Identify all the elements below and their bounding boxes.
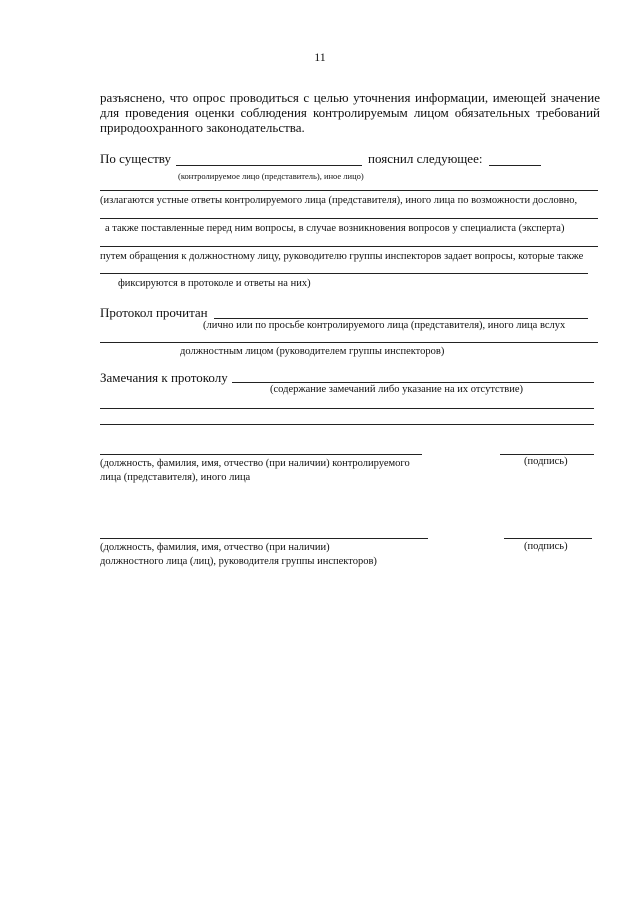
signature1-sign-caption: (подпись) [524, 456, 568, 467]
answer-line-2[interactable] [100, 218, 598, 219]
essence-person-field[interactable] [176, 165, 362, 166]
answer-hint-4: фиксируются в протоколе и ответы на них) [118, 278, 311, 289]
remarks-line-2[interactable] [100, 408, 594, 409]
protocol-read-caption-1: (лично или по просьбе контролируемого лица (представителя), иного лица вслух [203, 320, 566, 331]
answer-line-3[interactable] [100, 246, 598, 247]
intro-line-3: природоохранного законодательства. [100, 120, 305, 135]
signature2-name-field[interactable] [100, 538, 428, 539]
essence-middle-text: пояснил следующее: [368, 151, 483, 166]
remarks-line-3[interactable] [100, 424, 594, 425]
remarks-caption: (содержание замечаний либо указание на их отсутствие) [270, 384, 524, 395]
signature1-name-field[interactable] [100, 454, 422, 455]
signature2-caption-2: должностного лица (лиц), руководителя группы инспекторов) [100, 556, 377, 567]
signature1-caption-1: (должность, фамилия, имя, отчество (при наличии) контролируемого [100, 458, 410, 469]
answer-hint-3: путем обращения к должностному лицу, руководителю группы инспекторов задает вопросы, которые также [100, 251, 584, 262]
protocol-read-label: Протокол прочитан [100, 305, 208, 320]
essence-label: По существу [100, 151, 171, 166]
signature1-sign-field[interactable] [500, 454, 594, 455]
protocol-read-line-2[interactable] [100, 342, 598, 343]
remarks-label: Замечания к протоколу [100, 370, 228, 385]
protocol-read-field[interactable] [214, 318, 588, 319]
answer-hint-1: (излагаются устные ответы контролируемого лица (представителя), иного лица по возможности дословно, [100, 195, 578, 206]
signature2-sign-field[interactable] [504, 538, 592, 539]
essence-answer-start-field[interactable] [489, 165, 541, 166]
intro-paragraph [100, 90, 600, 135]
remarks-field[interactable] [232, 382, 594, 383]
protocol-read-caption-2: должностным лицом (руководителем группы инспекторов) [180, 346, 445, 357]
intro-line-2: для проведения оценки соблюдения контролируемым лицом обязательных требований [100, 105, 600, 120]
signature1-caption-2: лица (представителя), иного лица [100, 472, 251, 483]
answer-line-4[interactable] [100, 273, 588, 274]
answer-line-1[interactable] [100, 190, 598, 191]
answer-hint-2: а также поставленные перед ним вопросы, в случае возникновения вопросов у специалиста (эксперта) [105, 223, 565, 234]
essence-caption: (контролируемое лицо (представитель), иное лицо) [178, 171, 364, 181]
signature2-caption-1: (должность, фамилия, имя, отчество (при наличии) [100, 542, 330, 553]
intro-line-1: разъяснено, что опрос проводиться с целью уточнения информации, имеющей значение [100, 90, 600, 105]
signature2-sign-caption: (подпись) [524, 541, 568, 552]
page-number: 11 [314, 50, 326, 64]
